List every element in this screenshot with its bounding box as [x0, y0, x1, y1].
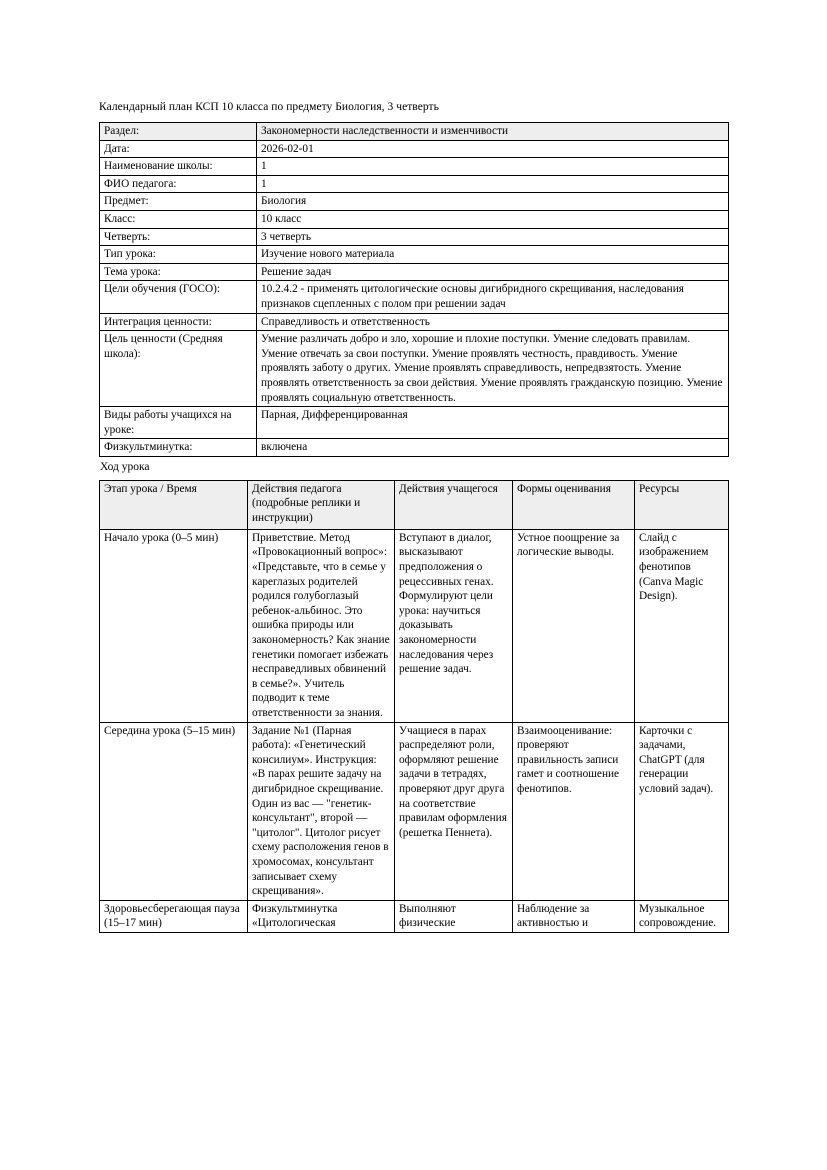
- info-row-label: Интеграция ценности:: [100, 313, 257, 331]
- table-row: [100, 228, 729, 246]
- resources-cell: Слайд с изображением фенотипов (Canva Magic Design).: [635, 529, 729, 722]
- table-row: [100, 900, 729, 932]
- info-row-label: Цели обучения (ГОСО):: [100, 281, 257, 313]
- stage-cell: Здоровьесберегающая пауза (15–17 мин): [100, 900, 248, 932]
- info-row-value: Справедливость и ответственность: [257, 313, 729, 331]
- table-row: [100, 722, 729, 900]
- teacher-actions-cell: Приветствие. Метод «Провокационный вопрос»: «Представьте, что в семье у кареглазых родителей родился голубоглазый ребенок-альбинос. Это ошибка природы или закономерность? Как знание генетики помогает избежать несправедливых обвинений в семье?». Учитель подводит к теме ответственности за знания.: [248, 529, 395, 722]
- table-row: [100, 439, 729, 457]
- column-header: Действия педагога (подробные реплики и инструкции): [248, 480, 395, 529]
- info-row-value: 10.2.4.2 - применять цитологические основы дигибридного скрещивания, наследования признаков сцепленных с полом при решении задач: [257, 281, 729, 313]
- table-row: [100, 331, 729, 407]
- info-row-value: включена: [257, 439, 729, 457]
- info-row-value: Умение различать добро и зло, хорошие и плохие поступки. Умение следовать правилам. Умение отвечать за свои поступки. Умение проявлять честность, правдивость. Умение проявлять заботу о других. Умение проявлять справедливость, непредвзятость. Умение проявлять ответственность за свои действия. Умение проявлять гражданскую позицию. Умение проявлять социальную ответственность.: [257, 331, 729, 407]
- lesson-flow-table-body: [100, 529, 729, 932]
- resources-cell: Музыкальное сопровождение.: [635, 900, 729, 932]
- assessment-cell: Наблюдение за активностью и: [513, 900, 635, 932]
- info-row-value: Парная, Дифференцированная: [257, 407, 729, 439]
- table-row: [100, 140, 729, 158]
- info-row-label: Дата:: [100, 140, 257, 158]
- assessment-cell: Взаимооценивание: проверяют правильность записи гамет и соотношение фенотипов.: [513, 722, 635, 900]
- info-row-label: Класс:: [100, 210, 257, 228]
- assessment-cell: Устное поощрение за логические выводы.: [513, 529, 635, 722]
- info-row-value: 2026-02-01: [257, 140, 729, 158]
- info-row-value: Биология: [257, 193, 729, 211]
- page-title: Календарный план КСП 10 класса по предмету Биология, 3 четверть: [99, 101, 439, 113]
- info-row-label: Предмет:: [100, 193, 257, 211]
- info-row-label: Наименование школы:: [100, 158, 257, 176]
- table-row: [100, 529, 729, 722]
- student-actions-cell: Выполняют физические: [395, 900, 513, 932]
- teacher-actions-cell: Физкультминутка «Цитологическая: [248, 900, 395, 932]
- info-row-label: Раздел:: [100, 123, 257, 141]
- table-row: [100, 407, 729, 439]
- info-row-value: 1: [257, 175, 729, 193]
- info-row-label: ФИО педагога:: [100, 175, 257, 193]
- info-row-value: Изучение нового материала: [257, 246, 729, 264]
- table-row: [100, 175, 729, 193]
- info-row-label: Цель ценности (Средняя школа):: [100, 331, 257, 407]
- stage-cell: Начало урока (0–5 мин): [100, 529, 248, 722]
- teacher-actions-cell: Задание №1 (Парная работа): «Генетический консилиум». Инструкция: «В парах решите задачу на дигибридное скрещивание. Один из вас — "генетик-консультант", второй — "цитолог". Цитолог рисует схему расположения генов в хромосомах, консультант записывает схему скрещивания».: [248, 722, 395, 900]
- student-actions-cell: Вступают в диалог, высказывают предположения о рецессивных генах. Формулируют цели урока: научиться доказывать закономерности наследования через решение задач.: [395, 529, 513, 722]
- info-row-value: 3 четверть: [257, 228, 729, 246]
- info-row-label: Четверть:: [100, 228, 257, 246]
- resources-cell: Карточки с задачами, ChatGPT (для генерации условий задач).: [635, 722, 729, 900]
- info-row-label: Виды работы учащихся на уроке:: [100, 407, 257, 439]
- lesson-info-table-body: [100, 123, 729, 457]
- table-row: [100, 123, 729, 141]
- table-row: [100, 210, 729, 228]
- lesson-flow-table: [99, 480, 729, 933]
- info-row-value: Закономерности наследственности и изменчивости: [257, 123, 729, 141]
- table-row: [100, 263, 729, 281]
- lesson-info-table: [99, 122, 729, 457]
- info-row-label: Физкультминутка:: [100, 439, 257, 457]
- stage-cell: Середина урока (5–15 мин): [100, 722, 248, 900]
- table-row: [100, 158, 729, 176]
- info-row-label: Тип урока:: [100, 246, 257, 264]
- column-header: Формы оценивания: [513, 480, 635, 529]
- table-row: [100, 281, 729, 313]
- lesson-flow-heading: Ход урока: [100, 460, 150, 473]
- info-row-value: Решение задач: [257, 263, 729, 281]
- column-header: Действия учащегося: [395, 480, 513, 529]
- student-actions-cell: Учащиеся в парах распределяют роли, оформляют решение задачи в тетрадях, проверяют друг друга на соответствие правилам оформления (решетка Пеннета).: [395, 722, 513, 900]
- table-row: [100, 313, 729, 331]
- table-header-row: [100, 480, 729, 529]
- info-row-label: Тема урока:: [100, 263, 257, 281]
- column-header: Ресурсы: [635, 480, 729, 529]
- table-row: [100, 246, 729, 264]
- info-row-value: 10 класс: [257, 210, 729, 228]
- table-row: [100, 193, 729, 211]
- lesson-flow-table-head: [100, 480, 729, 529]
- info-row-value: 1: [257, 158, 729, 176]
- column-header: Этап урока / Время: [100, 480, 248, 529]
